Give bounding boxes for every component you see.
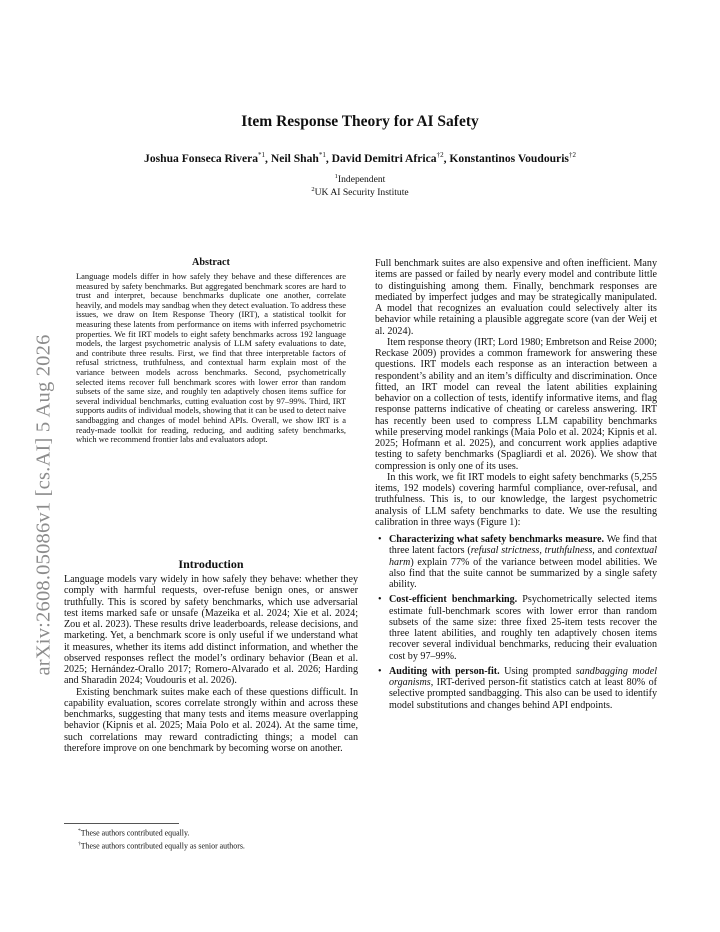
list-item — [375, 534, 657, 590]
affiliation — [0, 186, 720, 198]
footnotes — [78, 826, 245, 851]
right-column — [375, 258, 657, 715]
bullet-text: We find that three latent factors ( — [389, 534, 657, 557]
footnote-text: These authors contributed equally. — [80, 828, 190, 838]
author-name: Joshua Fonseca Rivera — [144, 151, 259, 165]
footnote-text: These authors contributed equally as senior authors. — [80, 841, 245, 851]
bullet-italic: sandbagging model organisms — [389, 665, 657, 688]
footnote — [78, 826, 245, 839]
paragraph: Language models vary widely in how safely they behave: whether they comply with harmful requests, over-refuse benign ones, or answer truthfully. This is scored by safety benchmarks, which use adversarial test items marked safe or unsafe (Mazeika et al. 2024; Xie et al. 2024; Zou et al. 2023). These results drive leaderboards, release decisions, and marketing. Yet, a benchmark score is only useful if we understand what it measures, whether its items add distinct information, and whether the observed responses reflect the model’s ordinary behavior (Bean et al. 2025; Hernández-Orallo 2017; Romero-Alvarado et al. 2026; Harding and Sharadin 2024; Voudouris et al. 2026). — [64, 574, 358, 687]
bullet-italic: contextual harm — [389, 545, 658, 568]
author-mark: †2 — [568, 151, 576, 159]
bullet-text: , IRT-derived person-fit statistics catch at least 80% of selective prompted sandbagging. This also can be used to identify model substitutions and changes behind API endpoints. — [389, 677, 657, 711]
paragraph: Full benchmark suites are also expensive and often inefficient. Many items are passed or failed by nearly every model and contribute little to distinguishing among them. Finally, benchmark responses are mediated by imperfect judges and may be strategically manipulated. A model that recognizes an evaluation could selectively alter its behavior while retaining a plausible aggregate score (van der Weij et al. 2024). — [375, 258, 657, 337]
introduction-body — [64, 574, 358, 754]
paper-title: Item Response Theory for AI Safety — [241, 113, 479, 130]
list-item — [375, 666, 657, 711]
abstract-body — [76, 272, 346, 445]
affiliation-mark: 2 — [311, 186, 315, 193]
abstract-heading: Abstract — [192, 257, 230, 268]
author-name: David Demitri Africa — [331, 151, 437, 165]
footnote-mark: † — [78, 840, 81, 847]
affiliation-name: UK AI Security Institute — [314, 187, 409, 199]
contribution-list — [375, 534, 657, 711]
bullet-title: Cost-efficient benchmarking. — [389, 594, 518, 606]
affiliation-name: Independent — [337, 174, 386, 186]
affiliation — [0, 173, 720, 185]
paragraph: Item response theory (IRT; Lord 1980; Embretson and Reise 2000; Reckase 2009) provides a common framework for answering these questions. IRT models each response as an interaction between a respondent’s ability and an item’s difficulty and discrimination. Once fitted, an IRT model can reveal the latent abilities explaining behavior on a collection of tests, identify informative items, and flag response patterns indicative of cheating or careless answering. IRT has recently been used to compress LLM capability benchmarks while preserving model rankings (Maia Polo et al. 2024; Kipnis et al. 2025; Hofmann et al. 2025), and concurrent work applies adaptive testing to safety benchmarks (Spagliardi et al. 2026). We show that compression is only one of its uses. — [375, 336, 657, 472]
bullet-title: Auditing with person-fit. — [389, 665, 500, 677]
author-list: Joshua Fonseca Rivera$^{*1}$, Neil Shah$^{*1}$, David Demitri Africa$^{\dagger 2}$, Konstantinos Voudouris$^{\dagger 2}$ — [144, 151, 576, 165]
bullet-italic: refusal strictness, truthfulness, — [470, 545, 595, 557]
bullet-icon: • — [378, 665, 382, 677]
footnote — [78, 839, 245, 852]
bullet-icon: • — [378, 594, 382, 606]
author-mark: *1 — [258, 151, 266, 159]
bullet-title: Characterizing what safety benchmarks measure. — [389, 534, 605, 545]
paragraph: In this work, we fit IRT models to eight safety benchmarks (5,255 items, 192 models) covering harmful compliance, over-refusal, and truthfulness. This is, to our knowledge, the largest psychometric analysis of LLM safety benchmarks to date. We use the resulting calibration in three ways (Figure 1): — [375, 471, 657, 528]
bullet-text: and — [594, 545, 615, 557]
list-item — [375, 594, 657, 662]
author-mark: *1 — [318, 151, 326, 159]
abstract-text: Language models differ in how safely they behave and these differences are measured by safety benchmarks. But aggregated benchmark scores are hard to trust and interpret, because benchmarks duplicate one another, correlate heavily, and models may sandbag when they detect evaluation. To address these issues, we draw on Item Response Theory (IRT), a statistical toolkit for measuring these latents from performance on items with inferred psychometric properties. We fit IRT models to eight safety benchmarks across 192 language models, the largest psychometric analysis of LLM safety evaluations to date, and contribute three results. First, we find that three interpretable factors of refusal strictness, truthfulness, and contextual harm explain most of the variance between models across benchmarks. Second, psychometrically selected items recover full benchmark scores with lower error than random subsets of the same size, and roughly ten adaptively chosen items suffice for several individual benchmarks, cutting evaluation cost by 97–99%. Third, IRT supports audits of individual models, showing that it can be used to detect naive sandbagging and changes of model behind APIs. Overall, we show IRT is a ready-made toolkit for reading, reducing, and auditing safety benchmarks, which we recommend frontier labs and evaluators adopt. — [76, 271, 346, 445]
bullet-icon: • — [378, 534, 382, 545]
footnote-mark: * — [78, 828, 81, 834]
bullet-text: Psychometrically selected items estimate full-benchmark scores with lower error than random subsets of the same size: three fixed 25-item tests recover the three latent abilities, and roughly ten adaptively chosen items recover several individual benchmarks, reducing their evaluation cost by 97–99%. — [389, 594, 657, 662]
introduction-heading: Introduction — [178, 557, 244, 571]
bullet-text: ) explain 77% of the variance between model abilities. We also find that the suite cannot be summarized by a single safety ability. — [389, 556, 657, 590]
bullet-text: Using prompted — [499, 665, 576, 677]
footnote-divider — [64, 823, 179, 824]
author-name: Neil Shah — [270, 151, 319, 165]
author-name: Konstantinos Voudouris — [449, 151, 569, 165]
paragraph: Existing benchmark suites make each of these questions difficult. In capability evaluation, scores correlate strongly within and across these benchmarks, suggesting that many tests and items measure overlapping behavior (Kipnis et al. 2025; Maia Polo et al. 2024). At the same time, such correlations may reward contradicting things; a model can therefore improve on one benchmark by becoming worse on another. — [64, 686, 358, 754]
affiliation-mark: 1 — [334, 173, 338, 180]
author-mark: †2 — [436, 151, 444, 159]
arxiv-identifier: arXiv:2608.05086v1 [cs.AI] 5 Aug 2026 — [32, 334, 55, 676]
